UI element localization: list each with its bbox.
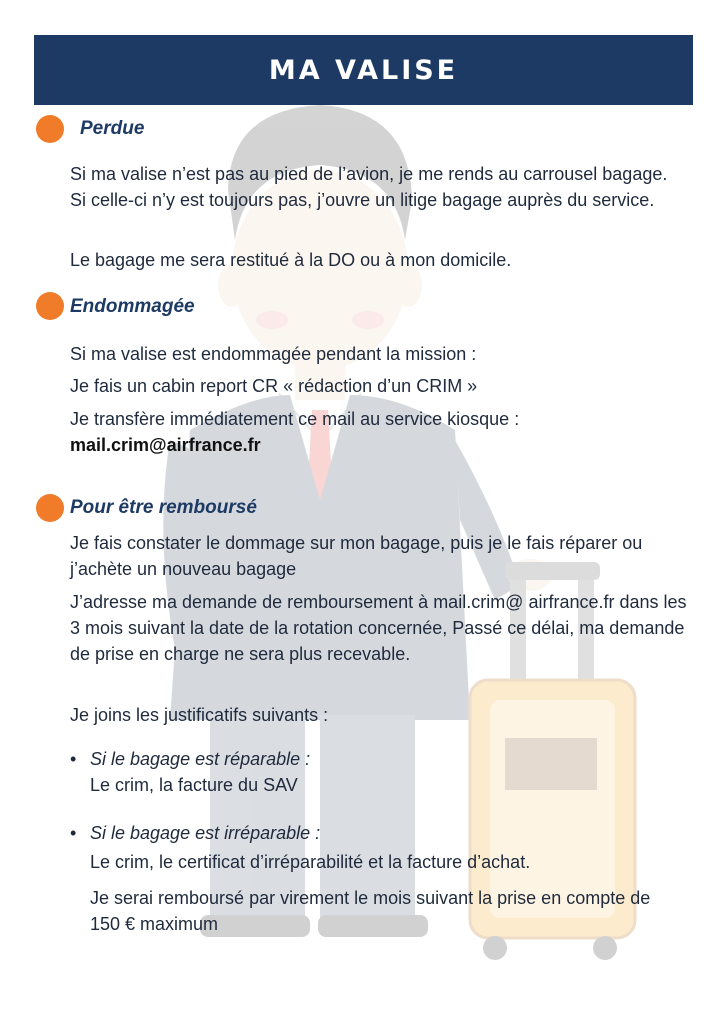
bullet-2-title: Si le bagage est irréparable : [90, 823, 321, 843]
bullet-1-text: Le crim, la facture du SAV [90, 775, 298, 795]
endommagee-line-1: Si ma valise est endommagée pendant la mission : [70, 344, 477, 364]
endommagee-line-3: Je transfère immédiatement ce mail au service kiosque : [70, 409, 520, 429]
rembourse-paragraph-2: J’adresse ma demande de remboursement à mail.crim@ airfrance.fr dans les 3 mois suivant la date de la rotation concernée, Passé ce délai, ma demande de prise en charge ne sera plus recevable. [70, 592, 687, 664]
bullet-dot-icon [36, 292, 64, 320]
bullet-1-title: Si le bagage est réparable : [90, 749, 311, 769]
bullet-dot-icon [36, 494, 64, 522]
section-heading-endommagee: Endommagée [70, 296, 195, 317]
page-title: MA VALISE [268, 54, 459, 86]
section-heading-rembourse: Pour être remboursé [70, 497, 257, 518]
bullet-2-text-1: Le crim, le certificat d’irréparabilité et la facture d’achat. [90, 852, 531, 872]
bullet-dot-icon [36, 115, 64, 143]
endommagee-line-2: Je fais un cabin report CR « rédaction d’un CRIM » [70, 376, 478, 396]
perdue-paragraph-1: Si ma valise n’est pas au pied de l’avion, je me rends au carrousel bagage. Si celle-ci n’y est toujours pas, j’ouvre un litige bagage auprès du service. [70, 164, 668, 210]
section-heading-perdue: Perdue [80, 118, 145, 139]
perdue-paragraph-2: Le bagage me sera restitué à la DO ou à mon domicile. [70, 250, 512, 270]
crim-email-link[interactable]: mail.crim@airfrance.fr [70, 435, 261, 455]
list-bullet: • [70, 749, 77, 769]
rembourse-paragraph-1: Je fais constater le dommage sur mon bagage, puis je le fais réparer ou j’achète un nouveau bagage [70, 533, 643, 579]
list-bullet: • [70, 823, 77, 843]
bullet-2-text-2: Je serai remboursé par virement le mois suivant la prise en compte de 150 € maximum [90, 888, 651, 934]
rembourse-paragraph-3: Je joins les justificatifs suivants : [70, 705, 329, 725]
